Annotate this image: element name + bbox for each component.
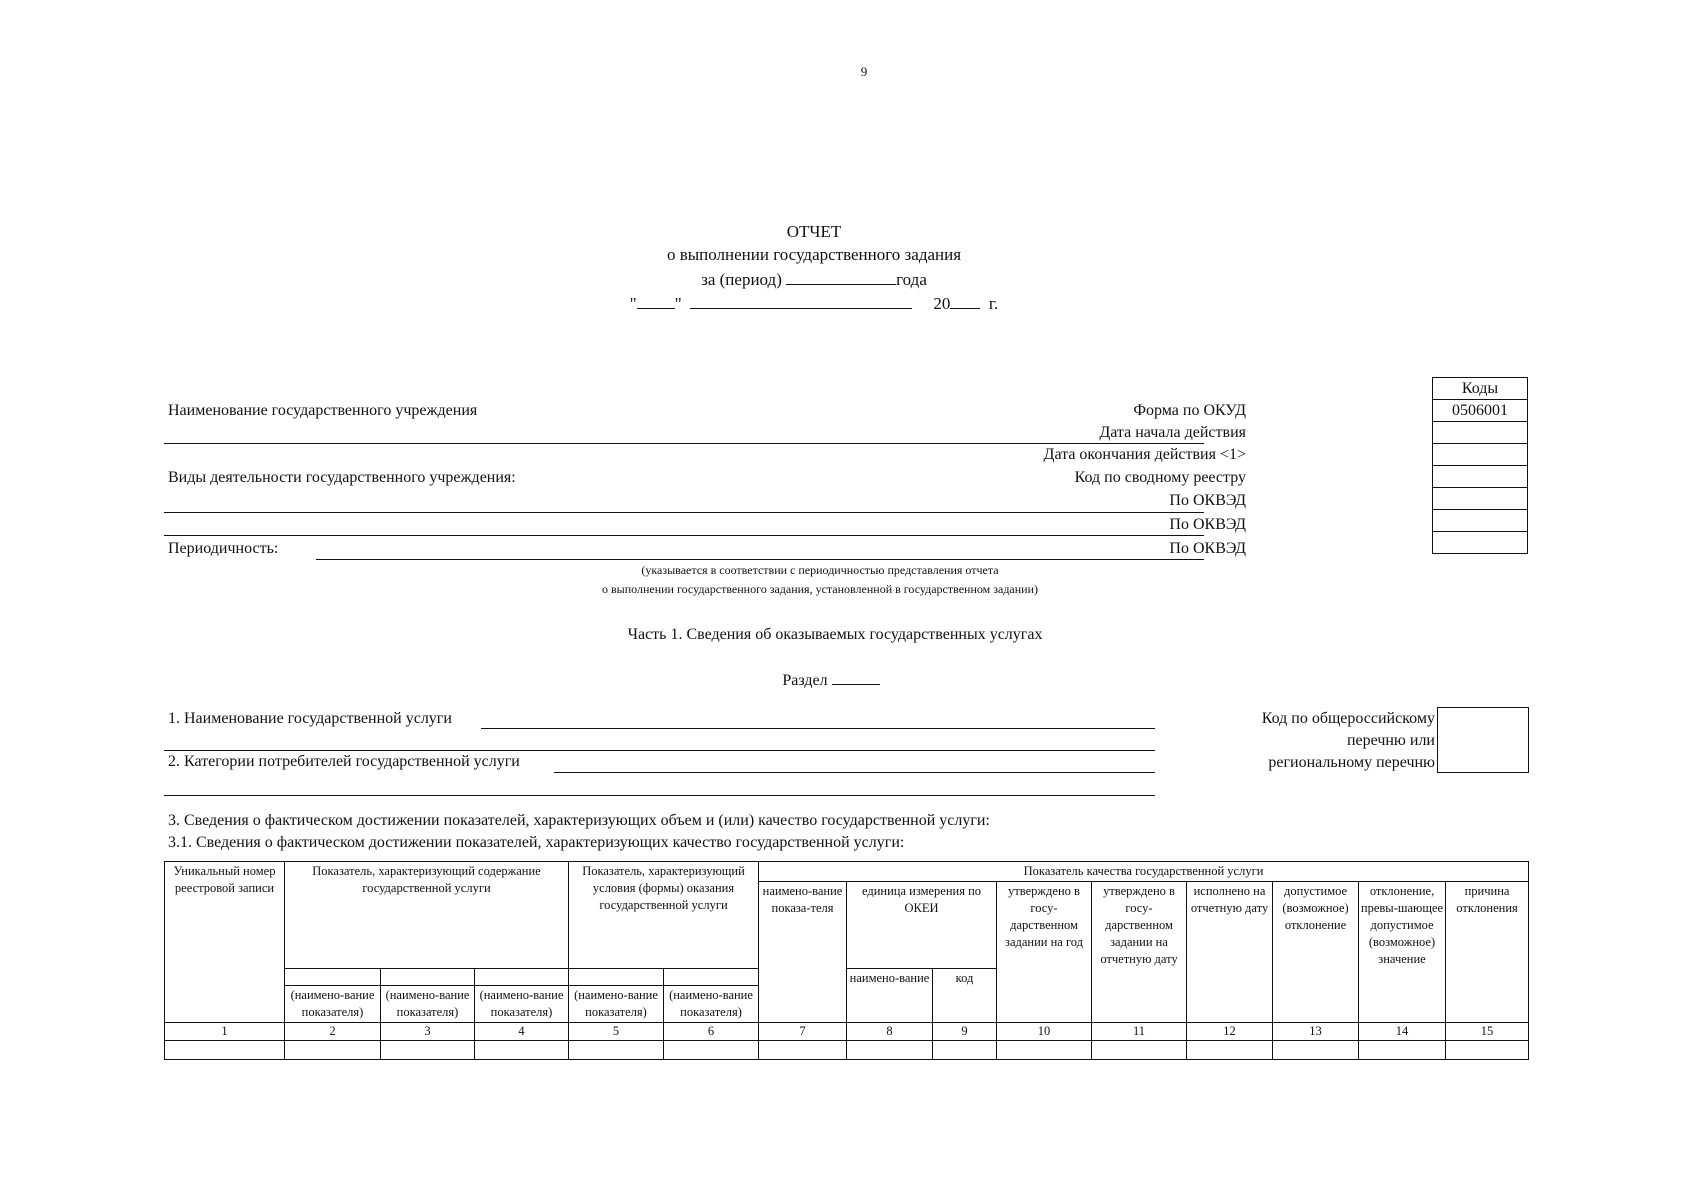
consumer-categories-line-2[interactable] [164,795,1155,796]
end-date-code[interactable] [1433,444,1528,466]
start-date-label: Дата начала действия [1099,424,1246,441]
col-number: 5 [569,1023,664,1041]
start-date-code[interactable] [1433,422,1528,444]
okved-code-2[interactable] [1433,510,1528,532]
periodicity-line[interactable] [316,559,1204,560]
table-row [165,1041,1529,1060]
col-number: 13 [1273,1023,1359,1041]
institution-name-label: Наименование государственного учреждения [168,402,478,419]
okud-code[interactable]: 0506001 [1433,400,1528,422]
registry-code-box[interactable] [1437,707,1529,773]
section-blank[interactable] [832,668,880,685]
data-cell[interactable] [847,1041,933,1060]
data-cell[interactable] [165,1041,285,1060]
periodicity-label: Периодичность: [168,540,279,557]
h-indicator-name: наимено-вание показа-теля [759,882,847,1023]
activity-line-1[interactable] [164,512,1204,513]
registry-list-label-2: перечню или [1346,732,1435,749]
col-number: 1 [165,1023,285,1041]
h-unique-number: Уникальный номер реестровой записи [165,862,285,1023]
data-cell[interactable] [1187,1041,1273,1060]
col-number: 4 [475,1023,569,1041]
h-allowed-deviation: допустимое (возможное) отклонение [1273,882,1359,1023]
registry-list-label-1: Код по общероссийскому [1261,710,1435,727]
okved-code-3[interactable] [1433,532,1528,554]
sub-indicator-name-5: (наимено-вание показателя) [569,986,664,1023]
registry-list-label-3: региональному перечню [1268,754,1435,771]
col-number: 7 [759,1023,847,1041]
data-cell[interactable] [759,1041,847,1060]
col-number: 15 [1446,1023,1529,1041]
col-number: 11 [1092,1023,1187,1041]
okved-label-2: По ОКВЭД [1169,516,1246,533]
sub-indicator-name-6: (наимено-вание показателя) [664,986,759,1023]
col-number: 2 [285,1023,381,1041]
conditions-blank-2[interactable] [664,969,759,986]
col-number: 6 [664,1023,759,1041]
registry-code[interactable] [1433,466,1528,488]
data-cell[interactable] [1446,1041,1529,1060]
item3-1-heading: 3.1. Сведения о фактическом достижении показателей, характеризующих качество государственной услуги: [168,834,905,851]
col-number: 12 [1187,1023,1273,1041]
data-cell[interactable] [285,1041,381,1060]
content-blank-3[interactable] [475,969,569,986]
data-cell[interactable] [569,1041,664,1060]
data-cell[interactable] [664,1041,759,1060]
activity-types-label: Виды деятельности государственного учреждения: [168,469,516,486]
end-date-label: Дата окончания действия <1> [1043,446,1246,463]
content-blank-2[interactable] [381,969,475,986]
report-period: за (период) года [701,270,927,289]
service-name-line[interactable] [481,728,1155,729]
institution-name-line[interactable] [164,443,1204,444]
h-quality-indicator: Показатель качества государственной услуги [759,862,1529,882]
h-executed: исполнено на отчетную дату [1187,882,1273,1023]
h-reason: причина отклонения [1446,882,1529,1023]
codes-header: Коды [1433,378,1528,400]
year-blank[interactable] [950,292,980,309]
service-name-line-2[interactable] [164,750,1155,751]
quality-indicators-table [164,861,1529,1060]
consumer-categories-line[interactable] [554,772,1155,773]
report-date: " " 20 г. [629,294,999,313]
registry-code-label: Код по сводному реестру [1074,469,1246,486]
data-cell[interactable] [997,1041,1092,1060]
data-cell[interactable] [1273,1041,1359,1060]
service-name-label: 1. Наименование государственной услуги [168,710,452,727]
periodicity-note-1: (указывается в соответствии с периодичностью представления отчета [641,563,999,577]
okved-label-3: По ОКВЭД [1169,540,1246,557]
h-unit-name: наимено-вание [847,969,933,1023]
data-cell[interactable] [1359,1041,1446,1060]
h-unit-okei: единица измерения по ОКЕИ [847,882,997,969]
periodicity-note-2: о выполнении государственного задания, установленной в государственном задании) [601,582,1039,596]
h-approved-year: утверждено в госу-дарственном задании на год [997,882,1092,1023]
data-cell[interactable] [475,1041,569,1060]
day-blank[interactable] [637,292,675,309]
activity-line-2[interactable] [164,535,1204,536]
sub-indicator-name-3: (наимено-вание показателя) [381,986,475,1023]
sub-indicator-name-2: (наимено-вание показателя) [285,986,381,1023]
col-number: 3 [381,1023,475,1041]
h-exceeding-deviation: отклонение, превы-шающее допустимое (возможное) значение [1359,882,1446,1023]
report-subtitle: о выполнении государственного задания [666,245,962,264]
col-number: 10 [997,1023,1092,1041]
item3-heading: 3. Сведения о фактическом достижении показателей, характеризующих объем и (или) качество государственной услуги: [168,812,990,829]
data-cell[interactable] [933,1041,997,1060]
okved-label-1: По ОКВЭД [1169,492,1246,509]
report-title: ОТЧЕТ [786,222,842,241]
h-unit-code: код [933,969,997,1023]
col-number: 8 [847,1023,933,1041]
period-blank[interactable] [786,268,896,285]
data-cell[interactable] [381,1041,475,1060]
h-content-indicator: Показатель, характеризующий содержание государственной услуги [285,862,569,969]
okud-label: Форма по ОКУД [1133,402,1246,419]
h-conditions-indicator: Показатель, характеризующий условия (формы) оказания государственной услуги [569,862,759,969]
codes-table [1432,377,1528,554]
sub-indicator-name-4: (наимено-вание показателя) [475,986,569,1023]
col-number: 14 [1359,1023,1446,1041]
h-approved-date: утверждено в госу-дарственном задании на отчетную дату [1092,882,1187,1023]
part1-title: Часть 1. Сведения об оказываемых государственных услугах [627,626,1043,643]
data-cell[interactable] [1092,1041,1187,1060]
month-blank[interactable] [690,292,912,309]
okved-code-1[interactable] [1433,488,1528,510]
col-number: 9 [933,1023,997,1041]
page-number: 9 [860,64,868,79]
consumer-categories-label: 2. Категории потребителей государственной услуги [168,753,520,770]
content-blank-1[interactable] [285,969,381,986]
conditions-blank-1[interactable] [569,969,664,986]
section-label: Раздел [0,668,1662,690]
